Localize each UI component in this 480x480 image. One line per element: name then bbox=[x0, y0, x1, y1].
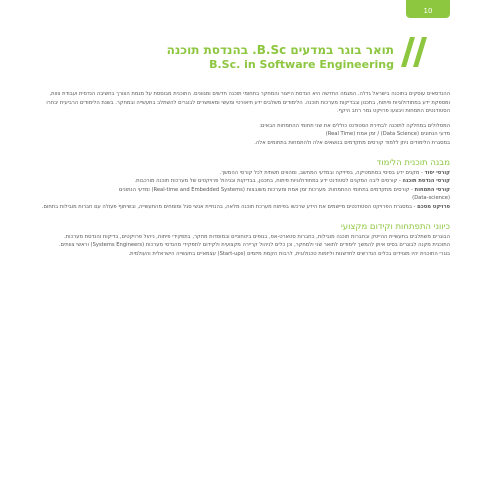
core-courses-text: - מקנים ידע בסיסי במתמטיקה, בפיזיקה ובמדעי המחשב, ומהווים תשתית לכל קורסי ההמשך. bbox=[219, 169, 423, 176]
careers-paragraph-1: הבוגרים משתלבים בתעשיית ההייטק ובחברות תוכנה מובילות, בחברות סטארט-אפ, בגופים ביטחוניים ובמוסדות מחקר, בתפקידי פיתוח, ניהול פרויקטים, בדיקות והנדסת מערכות. bbox=[64, 233, 450, 240]
specializations-note: במסגרת הלימודים ניתן ללמוד קורסים מתקדמים בנושאים אלה ולהתמחות בתחומים אלה. bbox=[254, 139, 450, 146]
specialization-items: מדעי הנתונים (Data Science) / זמן אמת (Real Time) bbox=[325, 131, 450, 138]
title-block bbox=[34, 42, 394, 72]
core-courses-label: קורסי יסוד bbox=[424, 169, 450, 176]
engineering-courses-paragraph bbox=[30, 177, 450, 186]
specializations-intro: המסלולים במחלקה לתוכנה לבחירת הסטודנט כוללים את שני תחומי ההתמחות הבאים: bbox=[259, 122, 450, 129]
data-science-tag: (Data-science) bbox=[412, 195, 450, 202]
intro-paragraph: ההנדסאים עוסקים בתוכנה בישראל גדלה. המגמה החדשה היא הנדסת הייצור והמחקר בתחומי תוכנה חדשים ומגוונים. התוכנית מבוססת על מגמת הצורך בחשיבה הנדסית ועבודת צוות, ומספקת ידע במתודולוגיות פיתוח, בתכנון ובבדיקות מערכות תוכנה. הלימודים משלבים ידע תיאורטי ומעשי ומאפשרים לבוגרים להשתלב בתעשייה ובמחקר. בשנת הלימודים הרביעית יבחרו הסטודנטים התמחות ויבצעו פרויקט גמר רחב היקף. bbox=[46, 91, 450, 115]
page-title-hebrew: תואר בוגר במדעים B.Sc. בהנדסת תוכנה bbox=[166, 43, 394, 57]
specialization-courses-paragraph bbox=[30, 186, 450, 195]
careers-paragraph-3: בוגרי התוכנית יהיו מצוידים בכלים הנדרשים לחדשנות וליזמות טכנולוגית, לרבות הקמת מיזמים (Start-ups) עצמאיים בתעשייה הישראלית והעולמית. bbox=[128, 250, 450, 257]
project-label: פרויקט מסכם bbox=[417, 203, 450, 210]
main-content bbox=[30, 90, 450, 258]
core-courses-paragraph bbox=[30, 169, 450, 178]
careers-paragraph-2: התוכנית מקנה לבוגרים בסיס איתן להמשך לימודים לתואר שני ולמחקר, וכן כלים לניהול קריירה מקצועית ולקידום לתפקידי מהנדסי מערכות (Systems Engineers) וראשי צוותים. bbox=[59, 242, 450, 249]
specialization-courses-text: - קורסים מתקדמים בתחומי ההתמחות: מערכות זמן אמת ומערכות משובצות (Real-time and Embedded Systems) ומדעי הנתונים bbox=[119, 186, 413, 193]
specialization-courses-label: קורסי התמחות bbox=[414, 186, 450, 193]
double-slash-icon bbox=[401, 37, 427, 67]
project-paragraph bbox=[30, 203, 450, 212]
page-number: 10 bbox=[406, 0, 450, 18]
section-heading-careers: כיווני התפתחות וקידום מקצועי bbox=[340, 221, 450, 232]
engineering-courses-label: קורסי הנדסת תוכנה bbox=[402, 178, 450, 185]
page-title-english: B.Sc. in Software Engineering bbox=[209, 58, 394, 71]
project-text: - במסגרת הפרויקט הסטודנטים מיישמים את הידע שרכשו בפיתוח מערכת תוכנה מלאה, בהנחיית אנשי סגל ומומחים מהתעשייה, ובשיתוף פעולה עם חברות מובילות בתחום. bbox=[41, 203, 416, 210]
engineering-courses-text: - קורסים ליבה המקנים לסטודנט ידע במתודולוגיות פיתוח, בתכנון, בבדיקות ובניהול פרויקטים של מערכות תוכנה מורכבות. bbox=[134, 178, 401, 185]
section-heading-structure: מבנה תוכנית הלימוד bbox=[376, 157, 450, 168]
